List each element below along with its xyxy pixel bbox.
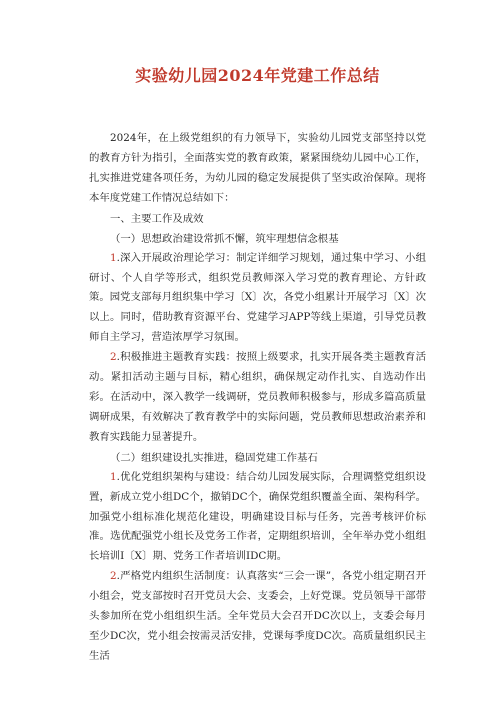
paragraph-text: .积极推进主题教育实践：按照上级要求，扎实开展各类主题教育活动。紧扣活动主题与目标，精心组织，确保规定动作扎实、自选动作出彩。在活动中，深入教学一线调研，党员教师积极参与，形成多篇高质量调研成果，有效解决了教育教学中的实际问题，党员教师思想政治素养和教育实践能力显著提升。: [89, 351, 426, 443]
subsection-heading-2: （二）组织建设扎实推进，稳固党建工作基石: [110, 451, 318, 464]
paragraph-1: [89, 249, 426, 349]
item-number: 2: [110, 570, 117, 583]
paragraph-text: .优化党组织架构与建设：结合幼儿园发展实际，合理调整党组织设置，新成立党小组DC个，撤销DC个，确保党组织覆盖全面、架构科学。加强党小组标准化规范化建设，明确建设目标与任务，完善考核评价标准。选优配强党小组长及党务工作者，定期组织培训，全年举办党小组组长培训I〔X〕期、党务工作者培训IDC期。: [89, 470, 426, 563]
paragraph-3: [89, 468, 426, 568]
paragraph-4: [89, 567, 426, 667]
paragraph-text: .深入开展政治理论学习：制定详细学习规划，通过集中学习、小组研讨、个人自学等形式，组织党员教师深入学习党的教育理论、方针政策。园党支部每月组织集中学习〔X〕次，各党小组累计开展学习〔X〕次以上。同时，借助教育资源平台、党建学习APP等线上渠道，引导党员教师自主学习，营造浓厚学习氛围。: [89, 251, 426, 344]
section-heading-1: 一、主要工作及成效: [110, 212, 204, 225]
item-number: 1: [110, 251, 117, 264]
paragraph-2: [89, 348, 426, 448]
document-title: 实验幼儿园2024年党建工作总结: [135, 66, 380, 85]
item-number: 1: [110, 470, 117, 483]
item-number: 2: [110, 351, 117, 364]
subsection-heading-1: （一）思想政治建设常抓不懈，筑牢理想信念根基: [110, 232, 339, 245]
intro-paragraph: 2024年，在上级党组织的有力领导下，实验幼儿园党支部坚持以党的教育方针为指引，全面落实党的教育政策，紧紧围绕幼儿园中心工作，扎实推进党建各项任务，为幼儿园的稳定发展提供了坚实政治保障。现将本年度党建工作情况总结如下：: [89, 132, 426, 204]
paragraph-text: .严格党内组织生活制度：认真落实“三会一课”，各党小组定期召开小组会，党支部按时召开党员大会、支委会，上好党课。党员领导干部带头参加所在党小组组织生活。全年党员大会召开DC次以上，支委会每月至少DC次，党小组会按需灵活安排，党课每季度DC次。高质量组织民主生活: [89, 570, 426, 662]
